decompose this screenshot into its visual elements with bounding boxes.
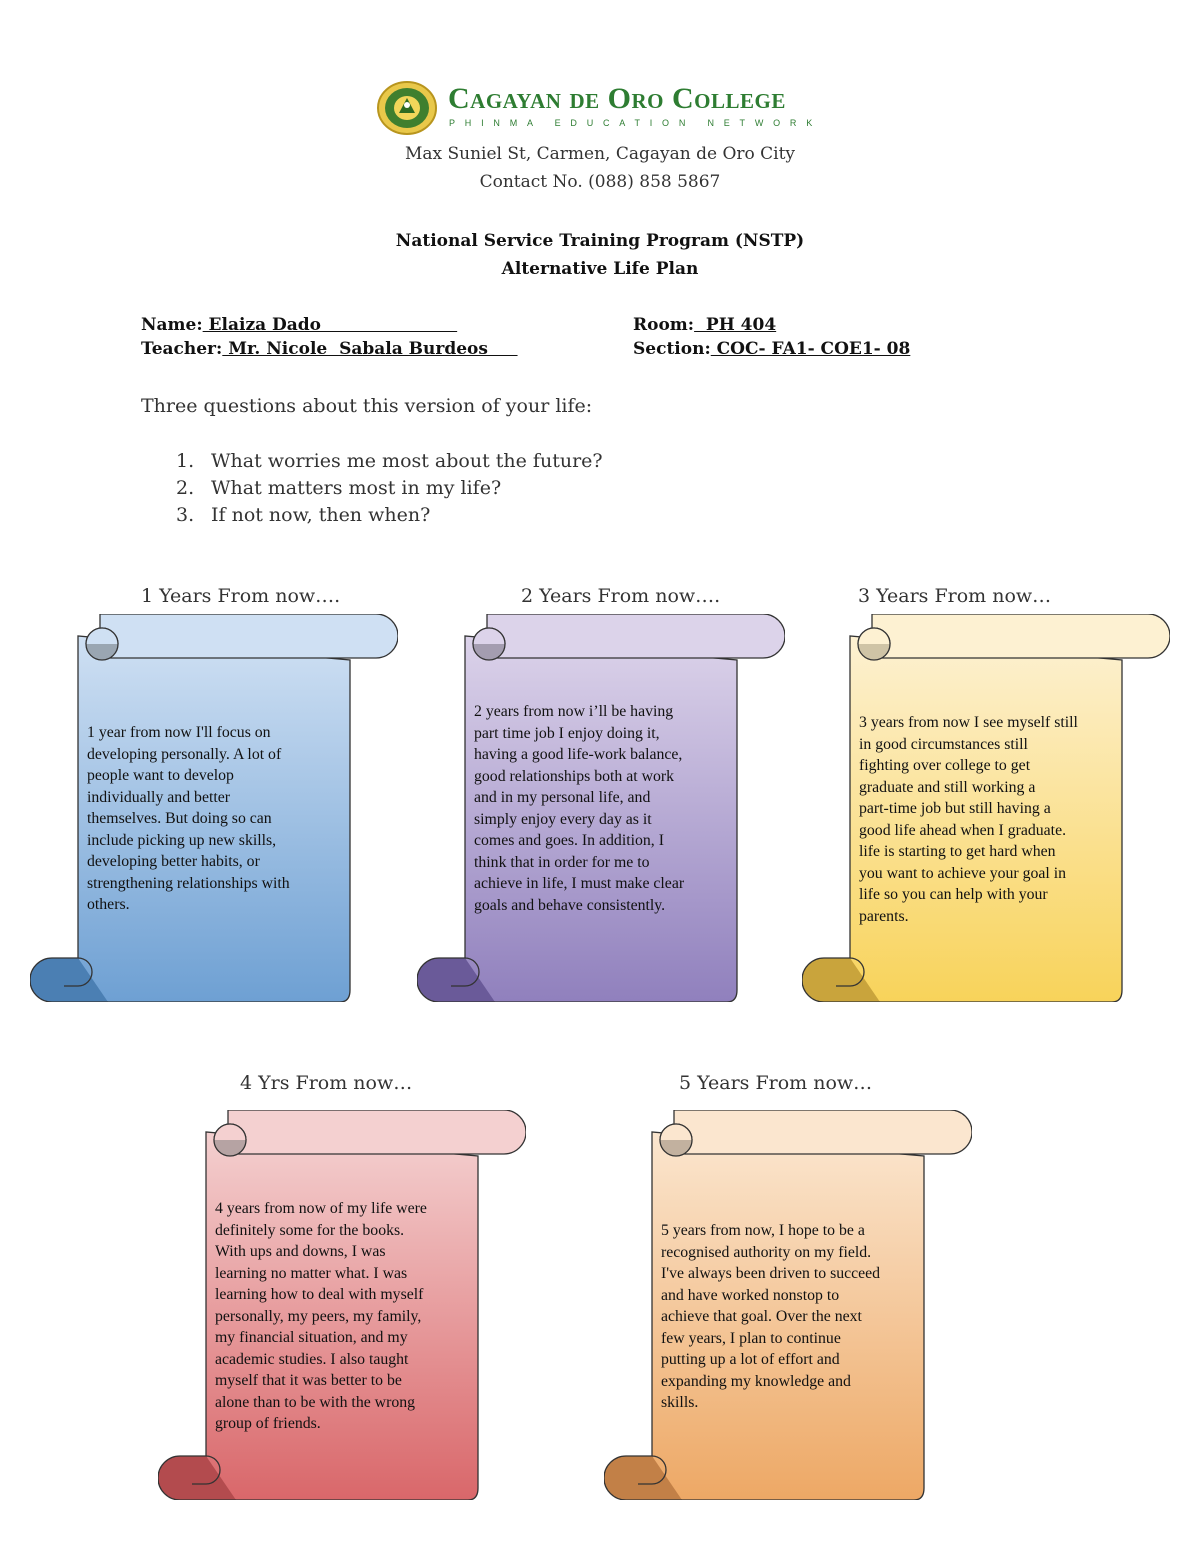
scroll-2-years: [417, 614, 785, 1002]
teacher-label: Teacher:: [141, 339, 223, 359]
scroll-text-1: 1 year from now I'll focus on developing personally. A lot of people want to develop individually and better themselves. But doing so can include picking up new skills, developing better habits, or strengthening relationships with others.: [87, 724, 290, 913]
section-field: [633, 339, 910, 359]
college-logo: [376, 80, 438, 136]
scroll-label-1: 1 Years From now….: [141, 585, 341, 607]
scroll-label-2: 2 Years From now….: [521, 585, 721, 607]
scroll-text-3: 3 years from now I see myself still in good circumstances still fighting over college to get graduate and still working a part-time job but still having a good life ahead when I graduate. life is starting to get hard when you want to achieve your goal in life so you can help with your parents.: [859, 714, 1078, 925]
scroll-label-4: 4 Yrs From now…: [240, 1072, 413, 1094]
question-number: 2.: [176, 477, 195, 499]
scroll-text-4: 4 years from now of my life were definitely some for the books. With ups and downs, I was learning no matter what. I was learning how to deal with myself personally, my peers, my family, my financial situation, and my academic studies. I also taught myself that it was better to be alone than to be with the wrong group of friends.: [215, 1200, 427, 1432]
section-value: COC- FA1- COE1- 08: [710, 339, 911, 359]
name-label: Name:: [141, 315, 203, 335]
scroll-top-roll: [100, 614, 398, 658]
room-value: PH 404: [694, 315, 777, 335]
scroll-top-roll: [674, 1110, 972, 1154]
question-text: What matters most in my life?: [211, 477, 502, 499]
question-text: What worries me most about the future?: [211, 450, 603, 472]
name-value: Elaiza Dado: [202, 315, 458, 335]
scroll-top-roll: [872, 614, 1170, 658]
scroll-1-year: [30, 614, 398, 1002]
scroll-text-5: 5 years from now, I hope to be a recognised authority on my field. I've always been driven to succeed and have worked nonstop to achieve that goal. Over the next few years, I plan to continue putting up a lot of effort and expanding my knowledge and skills.: [661, 1222, 881, 1411]
scroll-5-years: [604, 1110, 972, 1500]
teacher-value: Mr. Nicole Sabala Burdeos: [222, 339, 518, 359]
scroll-top-roll: [487, 614, 785, 658]
list-item: [176, 477, 603, 504]
teacher-field: [141, 339, 518, 359]
question-number: 3.: [176, 504, 195, 526]
questions-intro: Three questions about this version of your life:: [141, 395, 593, 417]
question-text: If not now, then when?: [211, 504, 431, 526]
scroll-top-roll: [228, 1110, 526, 1154]
list-item: [176, 504, 603, 531]
section-label: Section:: [633, 339, 711, 359]
question-list: [176, 450, 603, 531]
college-subtitle: PHINMA EDUCATION NETWORK: [449, 118, 823, 128]
room-label: Room:: [633, 315, 695, 335]
scroll-text-2: 2 years from now i’ll be having part time job I enjoy doing it, having a good life-work balance, good relationships both at work and in my personal life, and simply enjoy every day as it comes and goes. In addition, I think that in order for me to achieve in life, I must make clear goals and behave consistently.: [474, 703, 685, 914]
program-title: National Service Training Program (NSTP): [395, 231, 805, 251]
plan-title: Alternative Life Plan: [501, 259, 699, 279]
question-number: 1.: [176, 450, 195, 472]
list-item: [176, 450, 603, 477]
room-field: [633, 315, 776, 335]
college-contact: Contact No. (088) 858 5867: [479, 172, 721, 192]
scroll-4-years: [158, 1110, 526, 1500]
scroll-label-5: 5 Years From now…: [679, 1072, 873, 1094]
college-address: Max Suniel St, Carmen, Cagayan de Oro City: [404, 144, 796, 164]
name-field: [141, 315, 457, 335]
scroll-3-years: [802, 614, 1170, 1002]
scroll-label-3: 3 Years From now…: [858, 585, 1052, 607]
college-name: Cagayan de Oro College: [448, 82, 786, 115]
